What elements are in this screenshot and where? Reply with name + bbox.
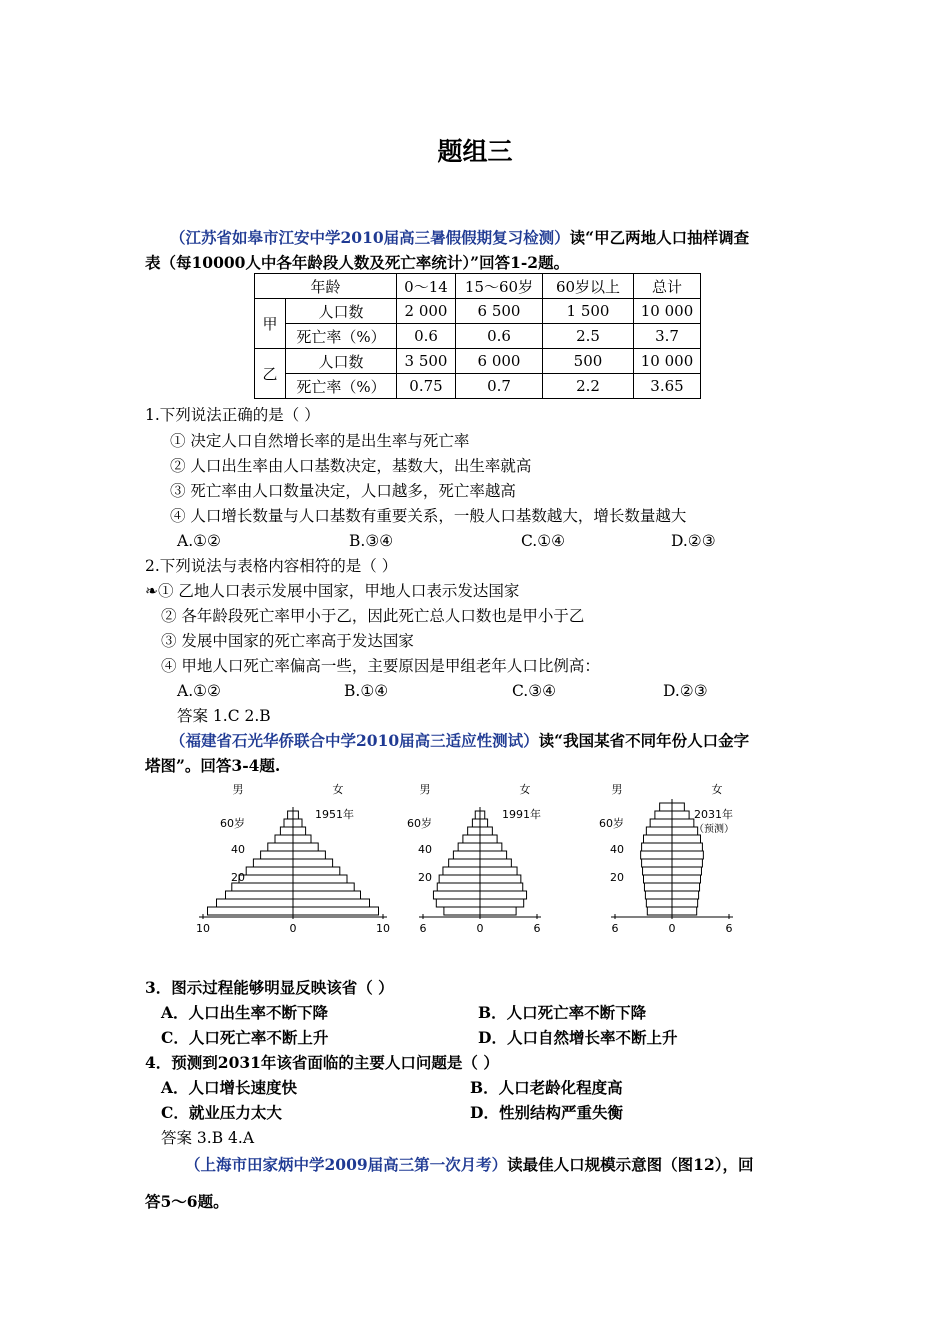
section2-source: （福建省石光华侨联合中学2010届高三适应性测试） — [170, 731, 539, 750]
pyramid-bar-female — [672, 835, 701, 843]
q3-options-row2 — [0, 1028, 950, 1048]
pyramid-bar-male — [268, 843, 293, 851]
pyramid-male-label: 男 — [419, 783, 431, 796]
pyramid-bar-female — [672, 811, 689, 819]
q1-option-c: C.①④ — [521, 532, 566, 550]
pyramid-tick-label: 6 — [533, 922, 541, 935]
section2-intro — [170, 731, 749, 751]
pyramid-bar-female — [672, 843, 702, 851]
section3-intro-b: 答5～6题。 — [145, 1192, 229, 1211]
section3-source: （上海市田家炳中学2009届高三第一次月考） — [185, 1155, 508, 1174]
table-header-cell: 总计 — [634, 274, 701, 299]
pyramid-bar-male — [646, 827, 672, 835]
pyramid-bar-male — [644, 883, 672, 891]
table-header-cell: 年龄 — [255, 274, 397, 299]
q3-options-row1 — [0, 1003, 950, 1023]
pyramid-bar-male — [284, 819, 293, 827]
pyramid-bar-female — [672, 851, 703, 859]
q3-stem: 3．图示过程能够明显反映该省（ ） — [145, 978, 394, 997]
pyramid-bar-female — [672, 867, 701, 875]
pyramid-bar-female — [672, 803, 684, 811]
q2-answer: 答案 1.C 2.B — [177, 707, 271, 725]
table-cell: 2 000 — [397, 299, 456, 324]
pyramid-bar-male — [433, 891, 480, 899]
pyramid-bar-female — [293, 843, 318, 851]
pyramid-bar-female — [293, 811, 298, 819]
pyramid-bar-female — [480, 843, 502, 851]
q2-item-row — [145, 581, 519, 601]
table-cell: 2.5 — [543, 324, 634, 349]
pyramid-bar-female — [672, 859, 702, 867]
pyramid-age-label: 20 — [418, 871, 432, 884]
pyramid-year-label: 1991年 — [502, 808, 541, 821]
pyramid-bar-male — [463, 835, 480, 843]
pyramid-bar-male — [641, 851, 672, 859]
section3-intro-a: 读最佳人口规模示意图（图12），回 — [507, 1155, 754, 1174]
pyramid-bar-female — [293, 835, 311, 843]
pyramid-tick-label: 6 — [419, 922, 427, 935]
group-label: 甲 — [255, 299, 286, 349]
pyramid-age-label: 40 — [418, 843, 432, 856]
pyramid-female-label: 女 — [332, 783, 344, 796]
pyramid-bar-male — [643, 867, 672, 875]
q2-option-b: B.①④ — [344, 682, 389, 700]
pyramid-1991 — [407, 782, 541, 935]
pyramid-bar-female — [480, 811, 485, 819]
pyramid-bar-male — [645, 891, 672, 899]
pyramid-bar-male — [261, 851, 293, 859]
section1-intro-b: 表（每10000人中各年龄段人数及死亡率统计）”回答1-2题。 — [145, 253, 570, 272]
q2-options — [0, 681, 950, 701]
pyramid-bar-male — [642, 859, 672, 867]
q3-option-d: D．人口自然增长率不断上升 — [478, 1028, 678, 1047]
pyramid-bar-female — [293, 819, 302, 827]
pyramid-bar-female — [480, 859, 511, 867]
row-label: 死亡率（%） — [286, 324, 397, 349]
pyramid-bar-male — [642, 843, 672, 851]
table-cell: 6 500 — [456, 299, 543, 324]
q4-option-a: A．人口增长速度快 — [161, 1078, 298, 1097]
pyramid-age-label: 20 — [610, 871, 624, 884]
pyramid-bar-female — [480, 835, 497, 843]
pyramid-year-label: 1951年 — [315, 808, 354, 821]
pyramid-bar-male — [475, 811, 480, 819]
section2-intro-b: 塔图”。回答3-4题. — [145, 756, 281, 775]
pyramid-bar-male — [453, 851, 480, 859]
pyramid-bar-female — [480, 827, 492, 835]
q4-option-b: B．人口老龄化程度高 — [470, 1078, 623, 1097]
pyramid-bar-male — [439, 875, 480, 883]
pyramid-age-label: 60岁 — [220, 817, 245, 830]
pyramid-bar-male — [472, 819, 480, 827]
pyramid-bar-male — [443, 867, 480, 875]
pyramid-bar-male — [647, 907, 672, 915]
pyramid-bar-female — [293, 907, 379, 915]
pyramid-bar-male — [280, 827, 293, 835]
pyramid-bar-male — [232, 883, 293, 891]
table-cell: 2.2 — [543, 374, 634, 399]
q1-stem: 1.下列说法正确的是（ ） — [145, 406, 320, 424]
section1-intro-a: 读“甲乙两地人口抽样调查 — [569, 228, 750, 247]
q2-option-a: A.①② — [177, 682, 221, 700]
pyramid-bar-male — [644, 835, 673, 843]
pyramid-bar-male — [253, 859, 293, 867]
table-row — [255, 299, 701, 324]
section1-source: （江苏省如皋市江安中学2010届高三暑假假期复习检测） — [170, 228, 570, 247]
pyramid-note-label: （预测） — [694, 824, 734, 835]
pyramid-1951 — [196, 782, 390, 935]
pyramid-male-label: 男 — [232, 783, 244, 796]
pyramid-bar-female — [293, 875, 347, 883]
pyramid-bar-female — [293, 827, 306, 835]
pyramid-bar-male — [437, 883, 480, 891]
q2-option-d: D.②③ — [663, 682, 708, 700]
table-header-row — [255, 274, 701, 299]
pyramid-tick-label: 6 — [725, 922, 733, 935]
row-label: 人口数 — [286, 349, 397, 374]
table-header-cell: 15～60岁 — [456, 274, 543, 299]
table-cell: 3.65 — [634, 374, 701, 399]
table-row — [255, 349, 701, 374]
q1-item: ④ 人口增长数量与人口基数有重要关系，一般人口基数越大，增长数量越大 — [170, 507, 687, 525]
pyramid-year-label: 2031年 — [694, 808, 733, 821]
q4-options-row2 — [0, 1103, 950, 1123]
pyramid-age-label: 60岁 — [599, 817, 624, 830]
pyramid-age-label: 60岁 — [407, 817, 432, 830]
pyramid-bar-female — [293, 883, 354, 891]
q4-stem: 4．预测到2031年该省面临的主要人口问题是（ ） — [145, 1053, 499, 1072]
pyramid-age-label: 20 — [231, 871, 245, 884]
q4-option-c: C．就业压力太大 — [161, 1103, 282, 1122]
pyramid-bar-male — [436, 899, 480, 907]
pyramid-bar-female — [293, 867, 340, 875]
table-cell: 10 000 — [634, 349, 701, 374]
table-cell: 0.6 — [397, 324, 456, 349]
table-header-cell: 60岁以上 — [543, 274, 634, 299]
pyramid-male-label: 男 — [611, 783, 623, 796]
pyramid-bar-female — [293, 851, 325, 859]
q1-item: ② 人口出生率由人口基数决定，基数大，出生率就高 — [170, 457, 532, 475]
q1-options — [0, 531, 950, 551]
group-label: 乙 — [255, 349, 286, 399]
q4-options-row1 — [0, 1078, 950, 1098]
q1-option-a: A.①② — [177, 532, 221, 550]
pyramid-tick-label: 0 — [476, 922, 484, 935]
pyramid-bar-female — [293, 899, 370, 907]
pyramid-bar-male — [288, 811, 293, 819]
pyramid-2031 — [599, 782, 734, 935]
q1-item: ③ 死亡率由人口数量决定，人口越多，死亡率越高 — [170, 482, 516, 500]
pyramid-bar-female — [672, 819, 694, 827]
q3-option-c: C．人口死亡率不断上升 — [161, 1028, 329, 1047]
table-cell: 0.6 — [456, 324, 543, 349]
q2-item: ② 各年龄段死亡率甲小于乙，因此死亡总人口数也是甲小于乙 — [161, 607, 585, 625]
q2-item: ④ 甲地人口死亡率偏高一些，主要原因是甲组老年人口比例高： — [161, 657, 600, 675]
table-cell: 3 500 — [397, 349, 456, 374]
table-cell: 0.7 — [456, 374, 543, 399]
pyramid-bar-male — [208, 907, 294, 915]
row-label: 死亡率（%） — [286, 374, 397, 399]
pyramid-bar-male — [660, 803, 672, 811]
q1-option-b: B.③④ — [349, 532, 394, 550]
pyramid-bar-male — [226, 891, 294, 899]
table-header-cell: 0～14 — [397, 274, 456, 299]
pyramid-female-label: 女 — [711, 783, 723, 796]
table-row — [255, 324, 701, 349]
section3-intro — [185, 1155, 753, 1175]
pyramid-tick-label: 6 — [611, 922, 619, 935]
pyramid-bar-female — [480, 819, 488, 827]
pyramid-bar-female — [480, 891, 527, 899]
q3-option-a: A．人口出生率不断下降 — [161, 1003, 329, 1022]
q2-item: ③ 发展中国家的死亡率高于发达国家 — [161, 632, 414, 650]
pyramid-age-label: 40 — [610, 843, 624, 856]
table-cell: 1 500 — [543, 299, 634, 324]
q2-stem: 2.下列说法与表格内容相符的是（ ） — [145, 557, 398, 575]
pyramid-bar-female — [293, 859, 333, 867]
table-cell: 6 000 — [456, 349, 543, 374]
q1-item: ① 决定人口自然增长率的是出生率与死亡率 — [170, 432, 470, 450]
q2-item: ① 乙地人口表示发展中国家，甲地人口表示发达国家 — [158, 582, 520, 600]
pyramid-bar-male — [449, 859, 480, 867]
table-cell: 3.7 — [634, 324, 701, 349]
pyramid-bar-female — [672, 875, 701, 883]
pyramid-bar-female — [672, 899, 698, 907]
pyramid-bar-female — [480, 875, 521, 883]
pyramid-bar-female — [293, 891, 361, 899]
row-label: 人口数 — [286, 299, 397, 324]
pyramid-bar-female — [672, 907, 697, 915]
pyramid-bar-male — [655, 811, 672, 819]
q4-answer: 答案 3.B 4.A — [161, 1129, 255, 1147]
pyramid-tick-label: 10 — [196, 922, 210, 935]
page-title: 题组三 — [437, 137, 513, 166]
pyramid-bar-male — [650, 819, 672, 827]
q4-option-d: D．性别结构严重失衡 — [470, 1103, 623, 1122]
pyramid-bar-male — [468, 827, 480, 835]
pyramid-bar-female — [480, 883, 523, 891]
pyramid-bar-male — [239, 875, 293, 883]
pyramid-tick-label: 10 — [376, 922, 390, 935]
pyramid-bar-male — [646, 899, 672, 907]
section1-intro — [170, 228, 749, 248]
pyramid-bar-male — [644, 875, 673, 883]
pyramid-bar-male — [275, 835, 293, 843]
pyramid-bar-male — [217, 899, 294, 907]
population-pyramids — [0, 775, 950, 940]
pyramid-bar-female — [672, 891, 699, 899]
section2-intro-a: 读“我国某省不同年份人口金字 — [538, 731, 750, 750]
population-table — [254, 273, 701, 399]
q3-option-b: B．人口死亡率不断下降 — [478, 1003, 647, 1022]
table-cell: 10 000 — [634, 299, 701, 324]
pyramid-bar-female — [480, 899, 524, 907]
bullet-icon: ❧ — [145, 582, 158, 600]
pyramid-bar-male — [458, 843, 480, 851]
pyramid-female-label: 女 — [519, 783, 531, 796]
pyramid-bar-female — [480, 867, 517, 875]
q2-option-c: C.③④ — [512, 682, 557, 700]
table-cell: 500 — [543, 349, 634, 374]
pyramid-tick-label: 0 — [289, 922, 297, 935]
q1-option-d: D.②③ — [671, 532, 716, 550]
pyramid-bar-female — [672, 883, 700, 891]
pyramid-tick-label: 0 — [668, 922, 676, 935]
table-cell: 0.75 — [397, 374, 456, 399]
pyramid-age-label: 40 — [231, 843, 245, 856]
table-row — [255, 374, 701, 399]
pyramid-bar-female — [480, 851, 507, 859]
pyramid-bar-male — [246, 867, 293, 875]
pyramid-bar-male — [444, 907, 480, 915]
pyramid-bar-female — [480, 907, 516, 915]
